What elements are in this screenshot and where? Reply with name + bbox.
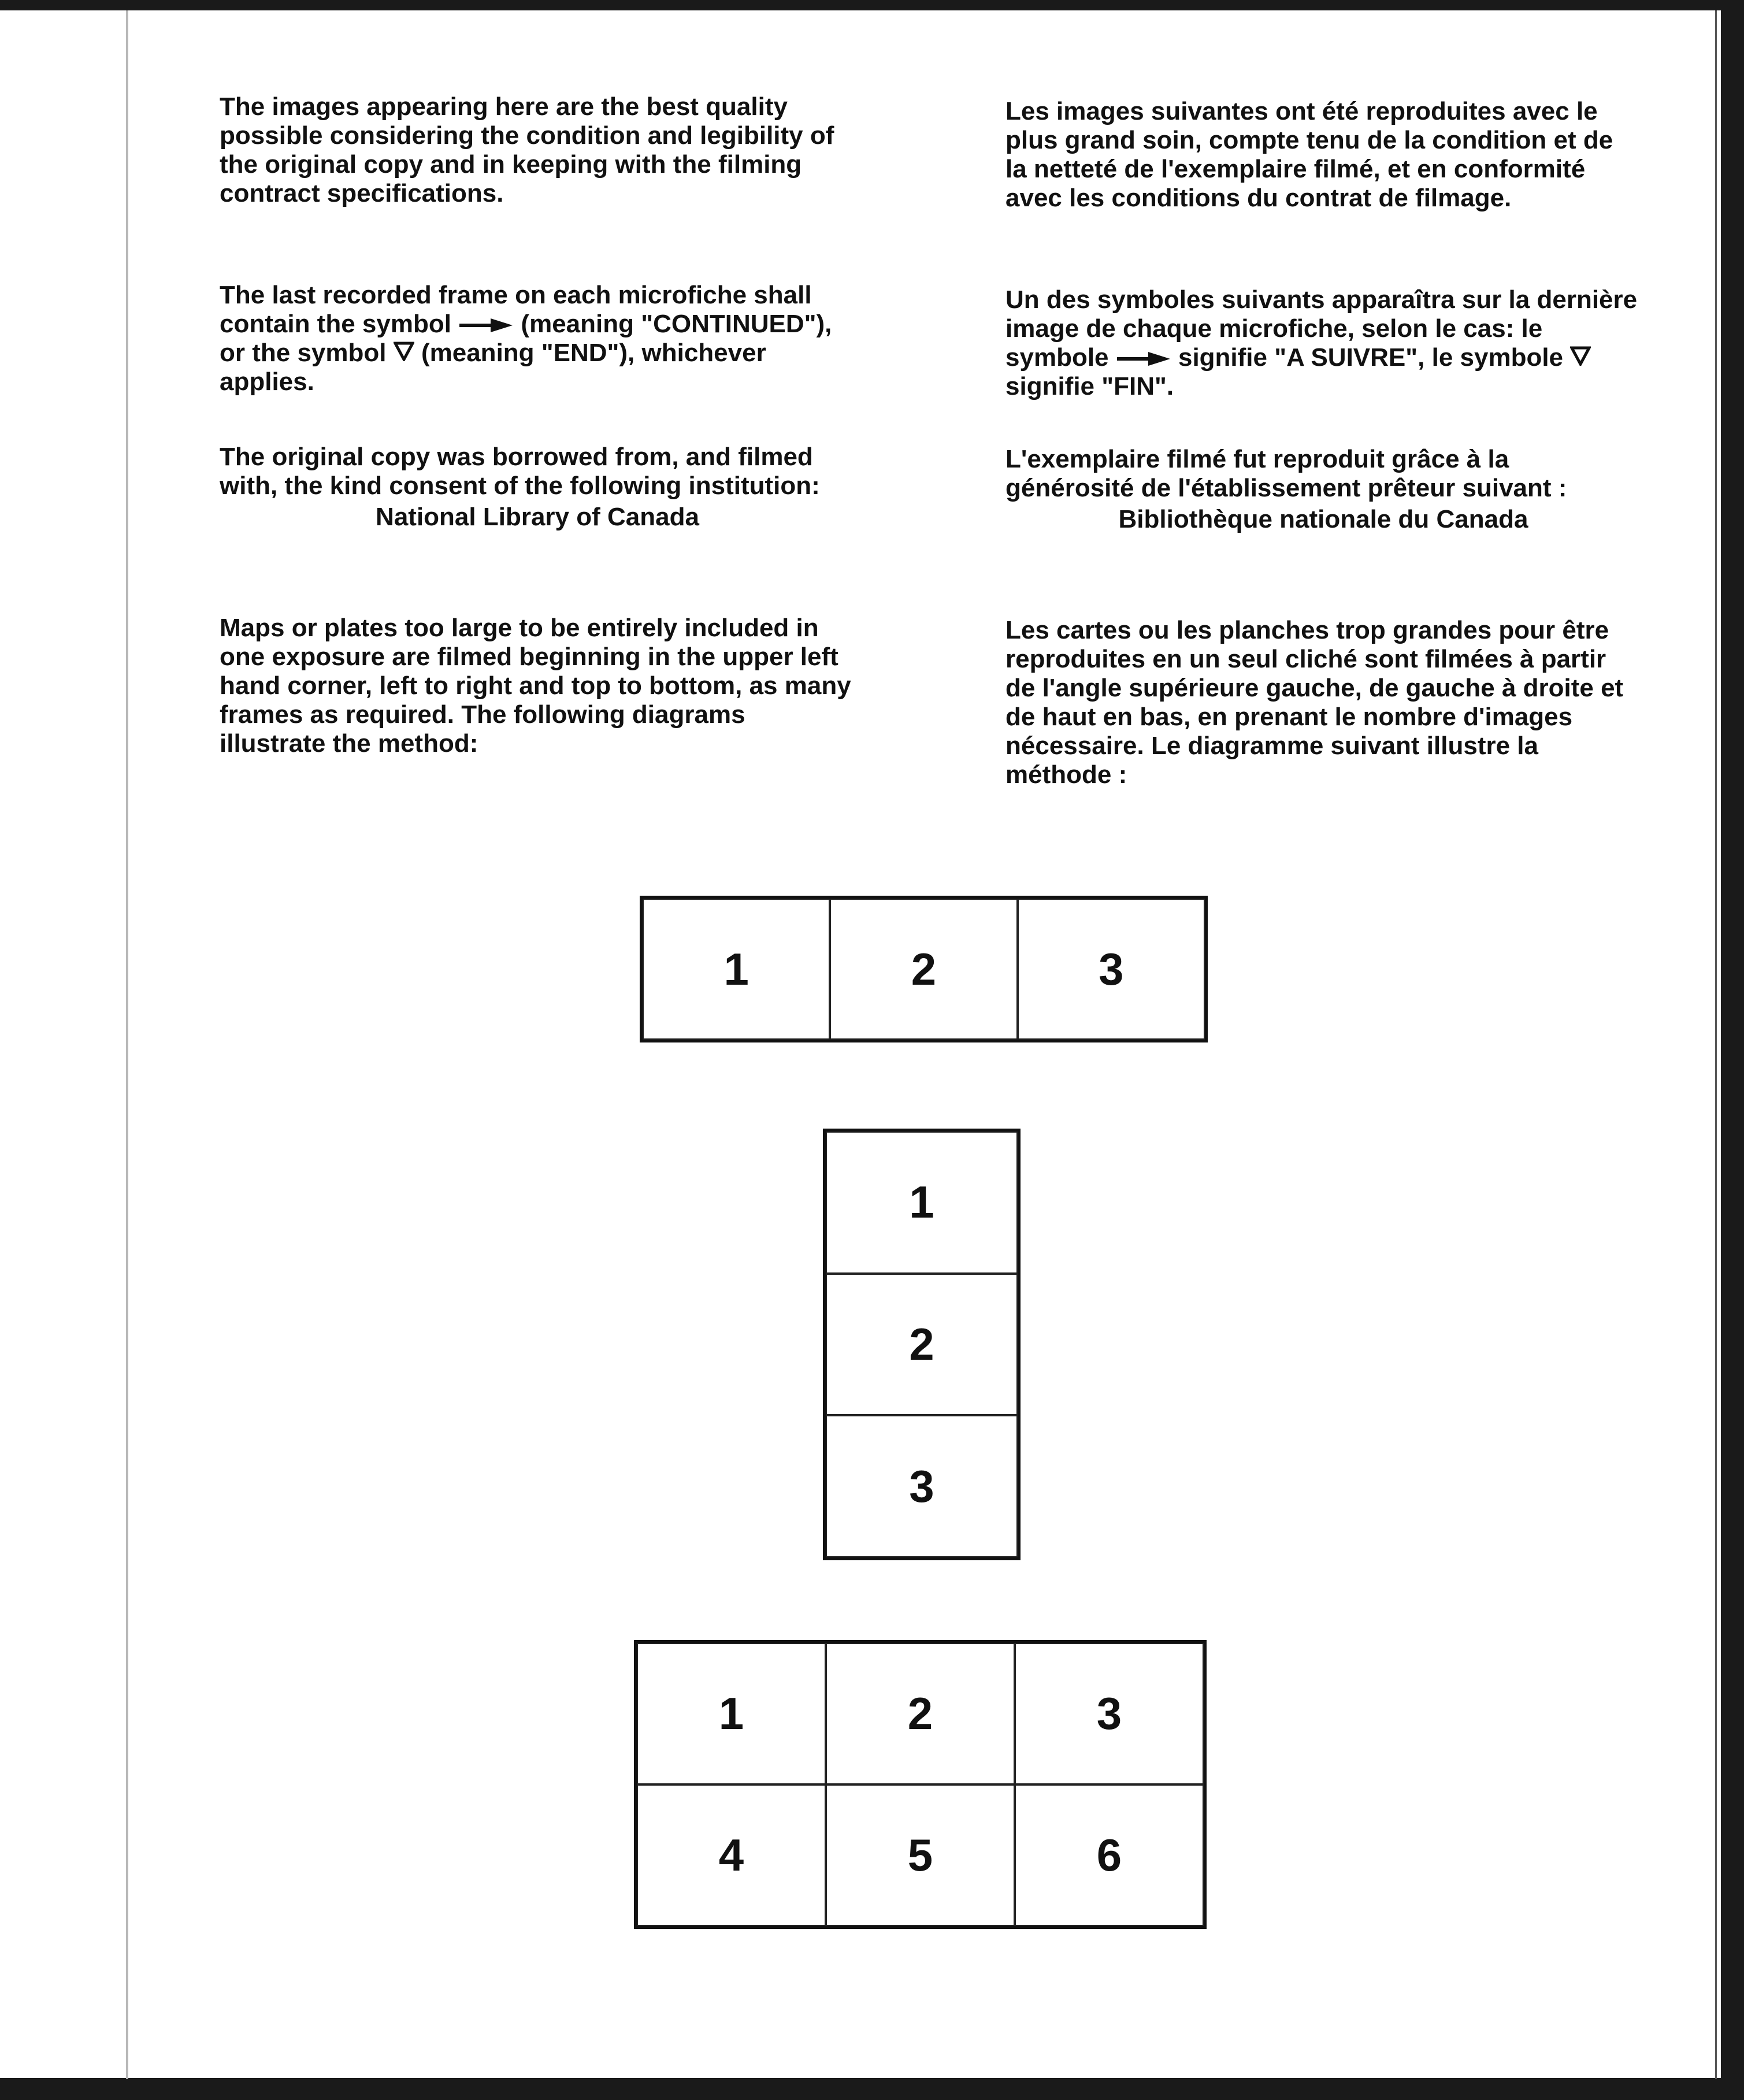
en-institution-name: National Library of Canada (376, 503, 699, 531)
en-institution-paragraph (220, 443, 855, 532)
frame-cell: 5 (826, 1784, 1015, 1926)
frame-cell: 1 (637, 1643, 826, 1784)
frame-cell: 3 (826, 1415, 1018, 1557)
en-symbols-text-c: (meaning "END"), whichever applies. (220, 339, 766, 396)
end-triangle-icon (1570, 346, 1591, 366)
fr-method-text: Les cartes ou les planches trop grandes pour être reproduites en un seul cliché sont filmées à partir de l'angle supérieure gauche, de gauche à droite et de haut en bas, en prenant le nombre d'images nécessaire. Le diagramme suivant illustre la méthode : (1005, 616, 1624, 789)
fr-institution-paragraph (1005, 445, 1641, 534)
fr-symbols-text-b: signifie "A SUIVRE", le symbole (1178, 343, 1564, 372)
en-symbols-text-a: The last recorded frame on each microfiche shall contain the symbol (220, 281, 812, 338)
grid-diagram (634, 1640, 1207, 1929)
arrow-icon (458, 317, 514, 333)
fr-method-paragraph (1005, 616, 1641, 789)
frame-cell: 3 (1018, 899, 1205, 1040)
frame-cell: 2 (826, 1274, 1018, 1416)
fr-quality-paragraph (1005, 97, 1641, 213)
fr-symbols-text-c: signifie "FIN". (1005, 372, 1174, 400)
frame-cell: 1 (643, 899, 830, 1040)
frame-cell: 2 (830, 899, 1017, 1040)
fr-symbols-paragraph (1005, 285, 1641, 401)
page-edge-line (1715, 10, 1717, 2079)
arrow-icon (1116, 351, 1171, 367)
frame-cell: 2 (826, 1643, 1015, 1784)
scan-border-bottom (0, 2078, 1744, 2100)
scan-border-top (0, 0, 1744, 10)
en-institution-text: The original copy was borrowed from, and filmed with, the kind consent of the following institution: (220, 443, 820, 500)
frame-cell: 4 (637, 1784, 826, 1926)
frame-cell: 3 (1015, 1643, 1204, 1784)
page-fold-line (126, 10, 128, 2079)
fr-symbols-text-a: Un des symboles suivants apparaîtra sur la dernière image de chaque microfiche, selon le cas: le symbole (1005, 285, 1638, 372)
end-triangle-icon (394, 342, 414, 361)
frame-cell: 1 (826, 1131, 1018, 1274)
scan-border-right (1721, 0, 1744, 2100)
row-diagram (640, 896, 1208, 1042)
en-quality-paragraph (220, 92, 855, 208)
fr-institution-text: L'exemplaire filmé fut reproduit grâce à la générosité de l'établissement prêteur suivant : (1005, 445, 1567, 502)
column-diagram (823, 1129, 1021, 1560)
en-symbols-paragraph (220, 281, 855, 396)
en-symbols-text-b: (meaning "CONTINUED"), or the symbol (220, 310, 832, 367)
fr-institution-name: Bibliothèque nationale du Canada (1118, 505, 1528, 533)
en-quality-text: The images appearing here are the best quality possible considering the condition and legibility of the original copy and in keeping with the filming contract specifications. (220, 92, 834, 207)
en-method-paragraph (220, 614, 855, 758)
frame-cell: 6 (1015, 1784, 1204, 1926)
en-method-text: Maps or plates too large to be entirely included in one exposure are filmed beginning in the upper left hand corner, left to right and top to bottom, as many frames as required. The following diagrams illustrate the method: (220, 614, 851, 758)
fr-quality-text: Les images suivantes ont été reproduites avec le plus grand soin, compte tenu de la condition et de la netteté de l'exemplaire filmé, et en conformité avec les conditions du contrat de filmage. (1005, 97, 1613, 212)
